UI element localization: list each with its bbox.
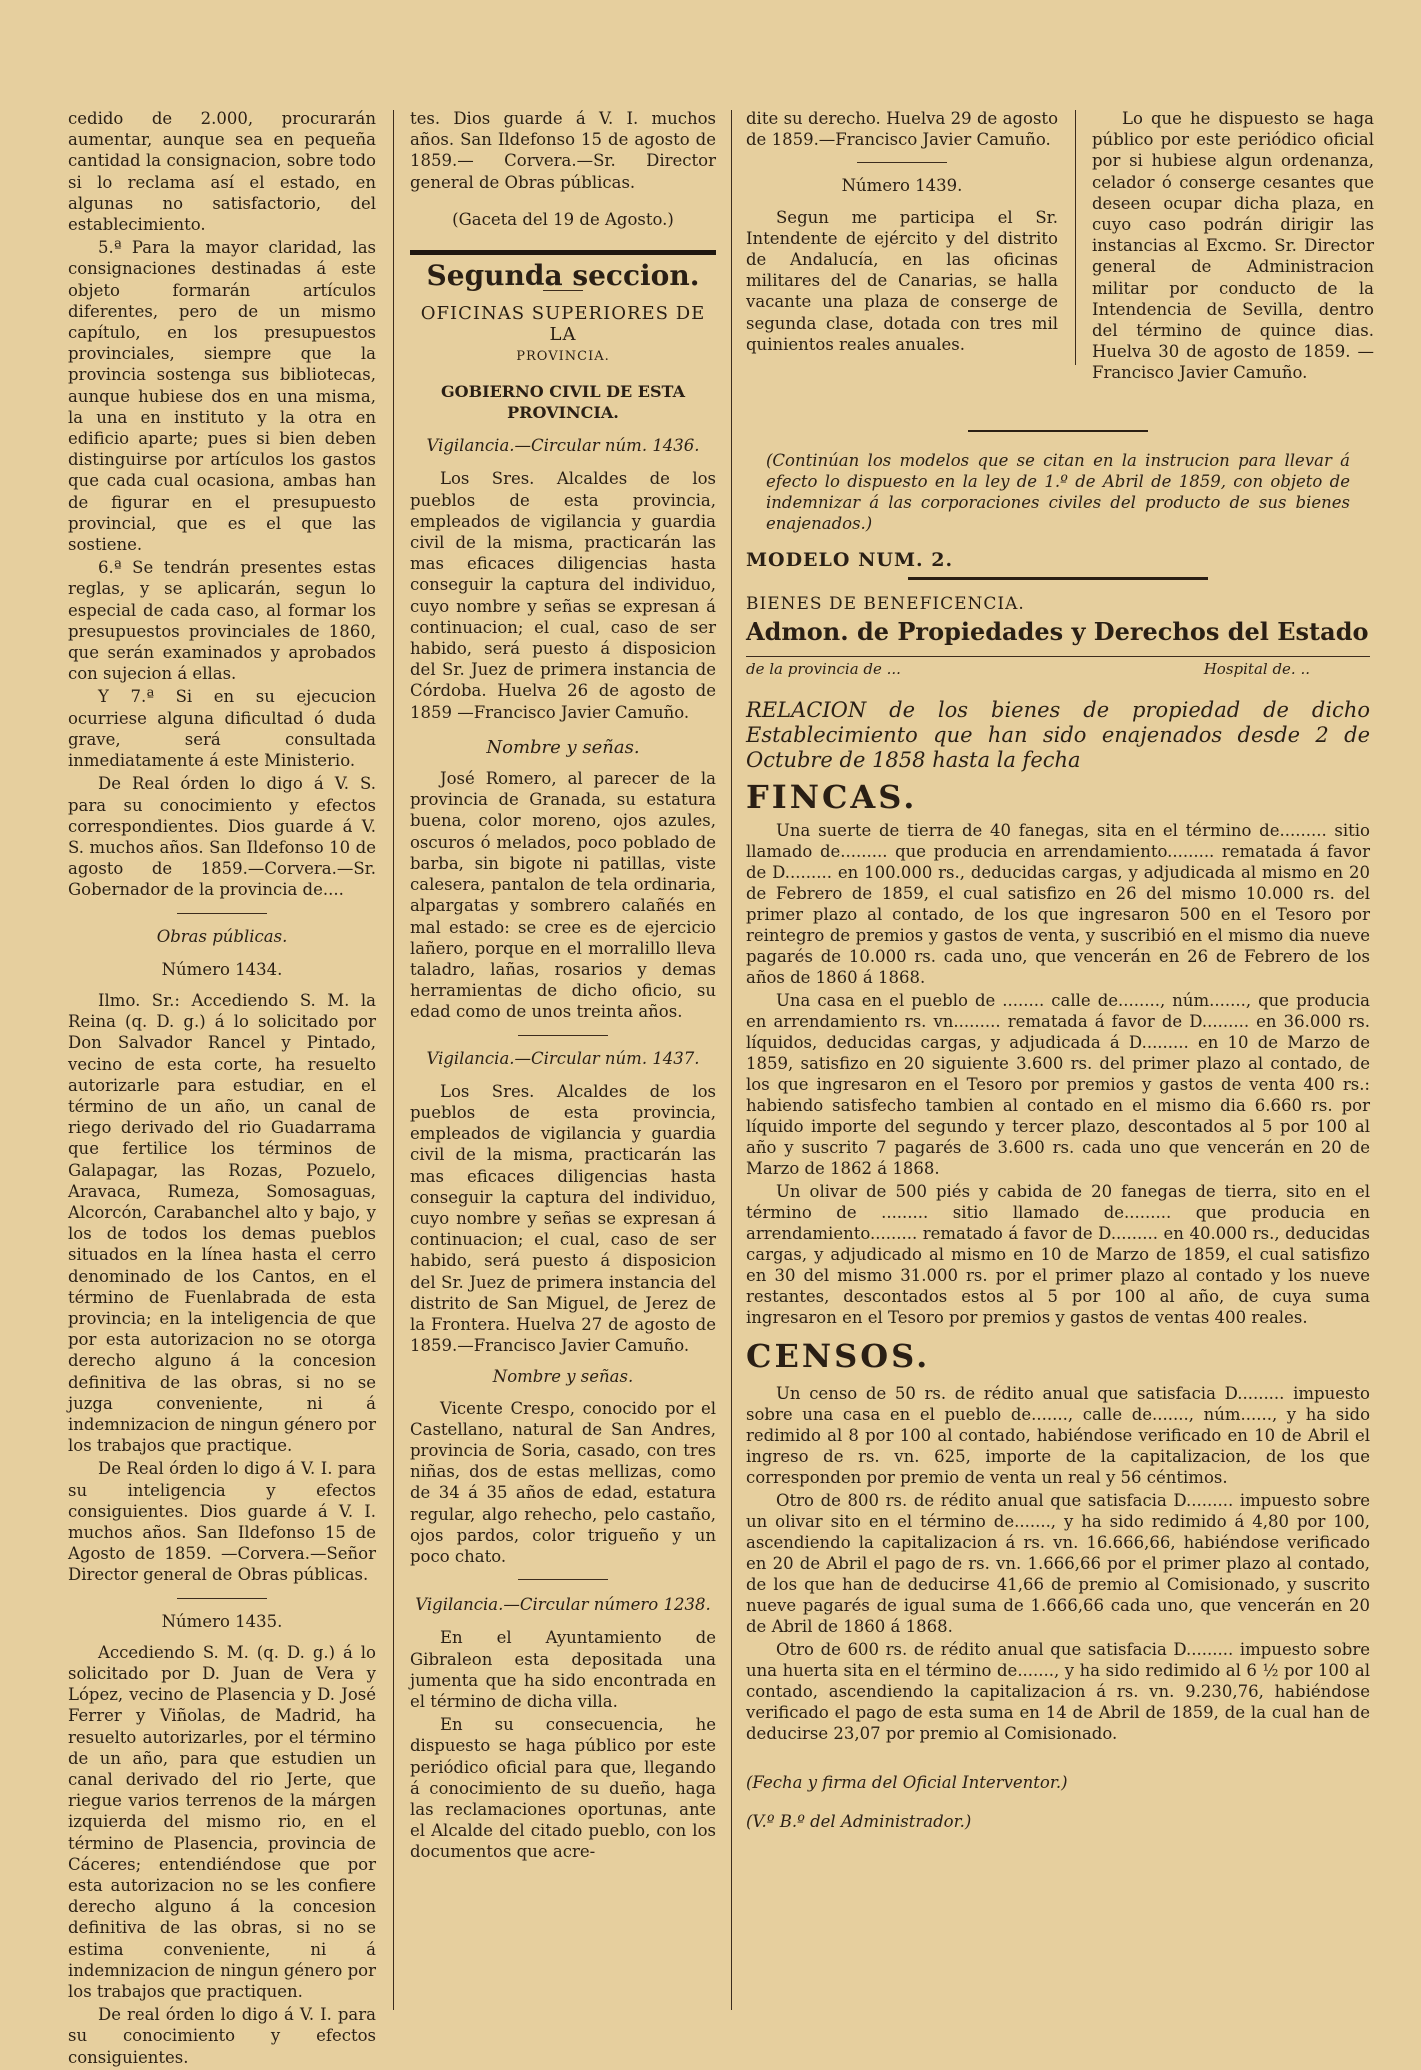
- divider: [177, 913, 267, 914]
- article-number: Número 1439.: [841, 176, 963, 196]
- finca-entry: Una suerte de tierra de 40 fanegas, sita en el término de......... sitio llamado de......... que producia en arrendamiento......... rematada á favor de D......... en 100.000 rs., deducidas cargas, y adjudicada al mismo en 20 de Febrero de 1859, el cual satisfizo en 26 del mismo 10.000 rs. del primer plazo al contado, de los que ingresaron 500 en el Tesoro por reintegro de premios y gastos de venta, y suscribió en el mismo dia nueve pagarés de 10.000 rs. cada uno, que vencerán en 26 de Febrero de los años de 1860 á 1868.: [746, 821, 1370, 987]
- paragraph: Ilmo. Sr.: Accediendo S. M. la Reina (q. D. g.) á lo solicitado por Don Salvador Rancel y Pintado, vecino de esta corte, ha resuelto autorizarle para estudiar, en el término de un año, un canal de riego derivado del rio Guadarrama que fertilice los términos de Galapagar, las Rozas, Pozuelo, Aravaca, Rumeza, Somosaguas, Alcorcón, Carabanchel alto y bajo, y los de todos los demas pueblos situados en la línea hasta el cerro denominado de los Cantos, en el término de Fuenlabrada de esta provincia; en la inteligencia de que por esta autorizacion no se otorga derecho alguno á la concesion definitiva de las obras, si no se juzga conveniente, ni á indemnizacion de ningun género por los trabajos que practique.: [68, 990, 376, 1456]
- model-section: [746, 430, 1370, 1832]
- ornament-divider: [968, 430, 1148, 432]
- divider: [518, 1035, 608, 1036]
- gazette-reference: (Gaceta del 19 de Agosto.): [452, 209, 674, 229]
- circular-heading: Vigilancia.—Circular número 1238.: [415, 1595, 711, 1615]
- category-heading: BIENES DE BENEFICENCIA.: [746, 594, 1025, 614]
- paragraph: 6.ª Se tendrán presentes estas reglas, y se aplicarán, segun lo especial de cada caso, al formar los presupuestos provinciales de 1860, que serán examinados y aprobados con sujecion á ellas.: [68, 558, 376, 684]
- column-2: [410, 108, 716, 1865]
- fincas-heading: FINCAS.: [746, 778, 918, 816]
- finca-entry: Una casa en el pueblo de ........ calle de........, núm......., que producia en arrendamiento rs. vn......... rematada á favor de D......... en 36.000 rs. líquidos, deducidas cargas, y adjudicada á D......... en 10 de Marzo de 1859, satisfizo en 20 siguiente 3.600 rs. del primer plazo al contado, de los que ingresaron en el Tesoro por premios y gastos de venta 400 rs.: habiendo satisfecho tambien al contado en el mismo dia 6.660 rs. por líquido importe del segundo y tercer plazo, descontados al 5 por 100 al año y suscrito 7 pagarés de 3.600 rs. cada uno que vencerán en 20 de Marzo de 1862 á 1868.: [746, 991, 1370, 1178]
- column-3: [746, 108, 1058, 357]
- subheading: Nombre y señas.: [492, 1367, 634, 1387]
- censo-entry: Un censo de 50 rs. de rédito anual que satisfacia D......... impuesto sobre una casa en el pueblo de......., calle de......., núm......, y ha sido redimido al 8 por 100 al contado, habiéndose verificado en 10 de Abril el ingreso de rs. vn. 625, importe de la capitalizacion, de los que corresponden por premio de venta un real y 56 céntimos.: [746, 1384, 1370, 1487]
- column-rule-3: [1075, 110, 1076, 365]
- divider: [177, 1598, 267, 1599]
- paragraph: Los Sres. Alcaldes de los pueblos de esta provincia, empleados de vigilancia y guardia civil de la misma, practicarán las mas eficaces diligencias hasta conseguir la captura del individuo, cuyo nombre y señas se expresan á continuacion; el cual, caso de ser habido, será puesto á disposicion del Sr. Juez de primera instancia del distrito de San Miguel, de Jerez de la Frontera. Huelva 27 de agosto de 1859.—Francisco Javier Camuño.: [410, 1081, 716, 1356]
- column-1: [68, 108, 376, 2070]
- column-rule-2: [731, 110, 732, 2010]
- section-title: Segunda seccion.: [426, 259, 700, 293]
- paragraph: 5.ª Para la mayor claridad, las consignaciones destinadas á este objeto formarán artículos diferentes, pero de un mismo capítulo, en los presupuestos provinciales, siempre que la provincia sostenga sus bibliotecas, aunque hubiese dos en una misma, la una en instituto y la otra en edificio aparte; pues si bien deben distinguirse por artículos los gastos que cada cual ocasiona, ambas han de figurar en el presupuesto provincial, que es el que las sostiene.: [68, 238, 376, 555]
- divider: [857, 162, 947, 163]
- paragraph: Y 7.ª Si en su ejecucion ocurriese alguna dificultad ó duda grave, será consultada inmediatamente á este Ministerio.: [68, 687, 376, 771]
- section-subtitle-small: PROVINCIA.: [516, 348, 610, 364]
- paragraph: Accediendo S. M. (q. D. g.) á lo solicitado por D. Juan de Vera y López, vecino de Plasencia y D. José Ferrer y Viñolas, de Madrid, ha resuelto autorizarles, por el término de un año, para que estudien un canal derivado del rio Jerte, que riegue varios terrenos de la márgen izquierda del mismo rio, en el término de Plasencia, provincia de Cáceres; entendiéndose que por esta autorizacion no se les confiere derecho alguno á la concesion definitiva de las obras, si no se estima conveniente, ni á indemnizacion de ningun género por los trabajos que practiquen.: [68, 1642, 376, 2002]
- hospital-label: Hospital de. ..: [1203, 660, 1310, 678]
- section-heading: Obras públicas.: [156, 926, 288, 946]
- signature-administrador: (V.º B.º del Administrador.): [746, 1812, 972, 1831]
- censos-heading: CENSOS.: [746, 1337, 931, 1375]
- paragraph: De real órden lo digo á V. I. para su conocimiento y efectos consiguientes.: [68, 2005, 376, 2067]
- paragraph: En el Ayuntamiento de Gibraleon esta depositada una jumenta que ha sido encontrada en el término de dicha villa.: [410, 1628, 716, 1711]
- paragraph: Lo que he dispuesto se haga público por este periódico oficial por si hubiese algun ordenanza, celador ó conserge cesantes que deseen ocupar dicha plaza, en cuyo caso podrán dirigir las instancias al Excmo. Sr. Director general de Administracion militar por conducto de la Intendencia de Sevilla, dentro del término de quince dias. Huelva 30 de agosto de 1859. —Francisco Javier Camuño.: [1092, 109, 1374, 383]
- paragraph: De Real órden lo digo á V. I. para su inteligencia y efectos consiguientes. Dios guarde á V. I. muchos años. San Ildefonso 15 de Agosto de 1859. —Corvera.—Señor Director general de Obras públicas.: [68, 1459, 376, 1585]
- divider: [518, 1579, 608, 1580]
- signature-interventor: (Fecha y firma del Oficial Interventor.): [746, 1773, 1068, 1792]
- paragraph: Segun me participa el Sr. Intendente de ejército y del distrito de Andalucía, en las oficinas militares del de Canarias, se halla vacante una plaza de conserge de segunda clase, dotada con tres mil quinientos reales anuales.: [746, 207, 1058, 354]
- subheading: Nombre y señas.: [486, 736, 640, 758]
- circular-heading: Vigilancia.—Circular núm. 1437.: [426, 1048, 700, 1068]
- censo-entry: Otro de 600 rs. de rédito anual que satisfacia D......... impuesto sobre una huerta sita en el término de......., y ha sido redimido al 6 ½ por 100 al contado, ascendiendo la capitalizacion á rs. vn. 9.230,76, habiéndose verificado el pago de esta suma en 14 de Abril de 1859, de la cual han de deducirse 23,07 por premio al Comisionado.: [746, 1640, 1370, 1743]
- column-4: [1092, 108, 1374, 386]
- relation-title: RELACION de los bienes de propiedad de dicho Establecimiento que han sido enajenados desde 2 de Octubre de 1858 hasta la fecha: [746, 698, 1370, 772]
- ornament-divider: [908, 577, 1208, 580]
- paragraph: José Romero, al parecer de la provincia de Granada, su estatura buena, color moreno, ojos azules, oscuros ó melados, poco poblado de barba, sin bigote ni patillas, viste calesera, pantalon de tela ordinaria, alpargatas y sombrero calañés en mal estado: se cree es de ejercicio lañero, porque en el morralillo lleva taladro, lañas, rosarios y demas herramientas de dicho oficio, su edad como de unos treinta años.: [410, 769, 716, 1022]
- circular-heading: Vigilancia.—Circular núm. 1436.: [426, 436, 700, 456]
- administration-heading: Admon. de Propiedades y Derechos del Estado: [746, 617, 1369, 646]
- header-line: [746, 656, 1370, 680]
- model-title: MODELO NUM. 2.: [746, 549, 954, 571]
- paragraph: Vicente Crespo, conocido por el Castellano, natural de San Andres, provincia de Soria, casado, con tres niñas, dos de estas mellizas, como de 34 á 35 años de edad, estatura regular, algo rehecho, pelo castaño, ojos pardos, color trigueño y un poco chato.: [410, 1398, 716, 1566]
- paragraph: De Real órden lo digo á V. S. para su conocimiento y efectos correspondientes. Dios guarde á V. S. muchos años. San Ildefonso 10 de agosto de 1859.—Corvera.—Sr. Gobernador de la provincia de....: [68, 774, 376, 900]
- province-label: de la provincia de ...: [746, 660, 901, 678]
- paragraph: Los Sres. Alcaldes de los pueblos de esta provincia, empleados de vigilancia y guardia civil de la misma, practicarán las mas eficaces diligencias hasta conseguir la captura del individuo, cuyo nombre y señas se expresan á continuacion; el cual, caso de ser habido, será puesto á disposicion del Sr. Juez de primera instancia de Córdoba. Huelva 26 de agosto de 1859 —Francisco Javier Camuño.: [410, 469, 716, 722]
- thick-divider: [410, 250, 716, 255]
- finca-entry: Un olivar de 500 piés y cabida de 20 fanegas de tierra, sito en el término de ......... sitio llamado de......... que producia en arrendamiento......... rematado á favor de D......... en 40.000 rs., deducidas cargas, y adjudicado al mismo en 10 de Marzo de 1859, el cual satisfizo en 30 del mismo 31.000 rs. por el primer plazo al contado y los nueve restantes, descontados estos al 5 por 100 al año, de cuya suma ingresaron en el Tesoro por premios y gastos de ventas 400 reales.: [746, 1182, 1370, 1327]
- paragraph: cedido de 2.000, procurarán aumentar, aunque sea en pequeña cantidad la consignacion, sobre todo si lo reclama así el estado, en algunas no satisfactorio, del establecimiento.: [68, 109, 376, 235]
- article-number: Número 1435.: [161, 1611, 283, 1631]
- paragraph: En su consecuencia, he dispuesto se haga público por este periódico oficial para que, llegando á conocimiento de su dueño, haga las reclamaciones oportunas, ante el Alcalde del citado pueblo, con los documentos que acre-: [410, 1715, 716, 1862]
- article-number: Número 1434.: [161, 959, 283, 979]
- censo-entry: Otro de 800 rs. de rédito anual que satisfacia D......... impuesto sobre un olivar sito en el término de......., y ha sido redimido á 4,80 por 100, ascendiendo la capitalizacion á rs. vn. 16.666,66, habiéndose verificado en 20 de Abril el pago de rs. vn. 1.666,66 por el primer plazo al contado, de los que han de deducirse 41,66 de premio al Comisionado, y suscrito nueve pagarés de igual suma de 1.666,66 cada uno, que vencerán en 20 de Abril de 1860 á 1868.: [746, 1491, 1370, 1636]
- intro-note: (Continúan los modelos que se citan en la instrucion para llevar á efecto lo dispuesto en la ley de 1.º de Abril de 1859, con objeto de indemnizar á las corporaciones civiles del producto de sus bienes enajenados.): [766, 451, 1350, 533]
- section-subtitle: OFICINAS SUPERIORES DE LA: [420, 303, 706, 346]
- paragraph: dite su derecho. Huelva 29 de agosto de 1859.—Francisco Javier Camuño.: [746, 109, 1058, 150]
- column-rule-1: [393, 110, 394, 2010]
- office-heading: GOBIERNO CIVIL DE ESTA PROVINCIA.: [440, 381, 685, 423]
- paragraph: tes. Dios guarde á V. I. muchos años. San Ildefonso 15 de agosto de 1859.— Corvera.—Sr. Director general de Obras públicas.: [410, 109, 716, 192]
